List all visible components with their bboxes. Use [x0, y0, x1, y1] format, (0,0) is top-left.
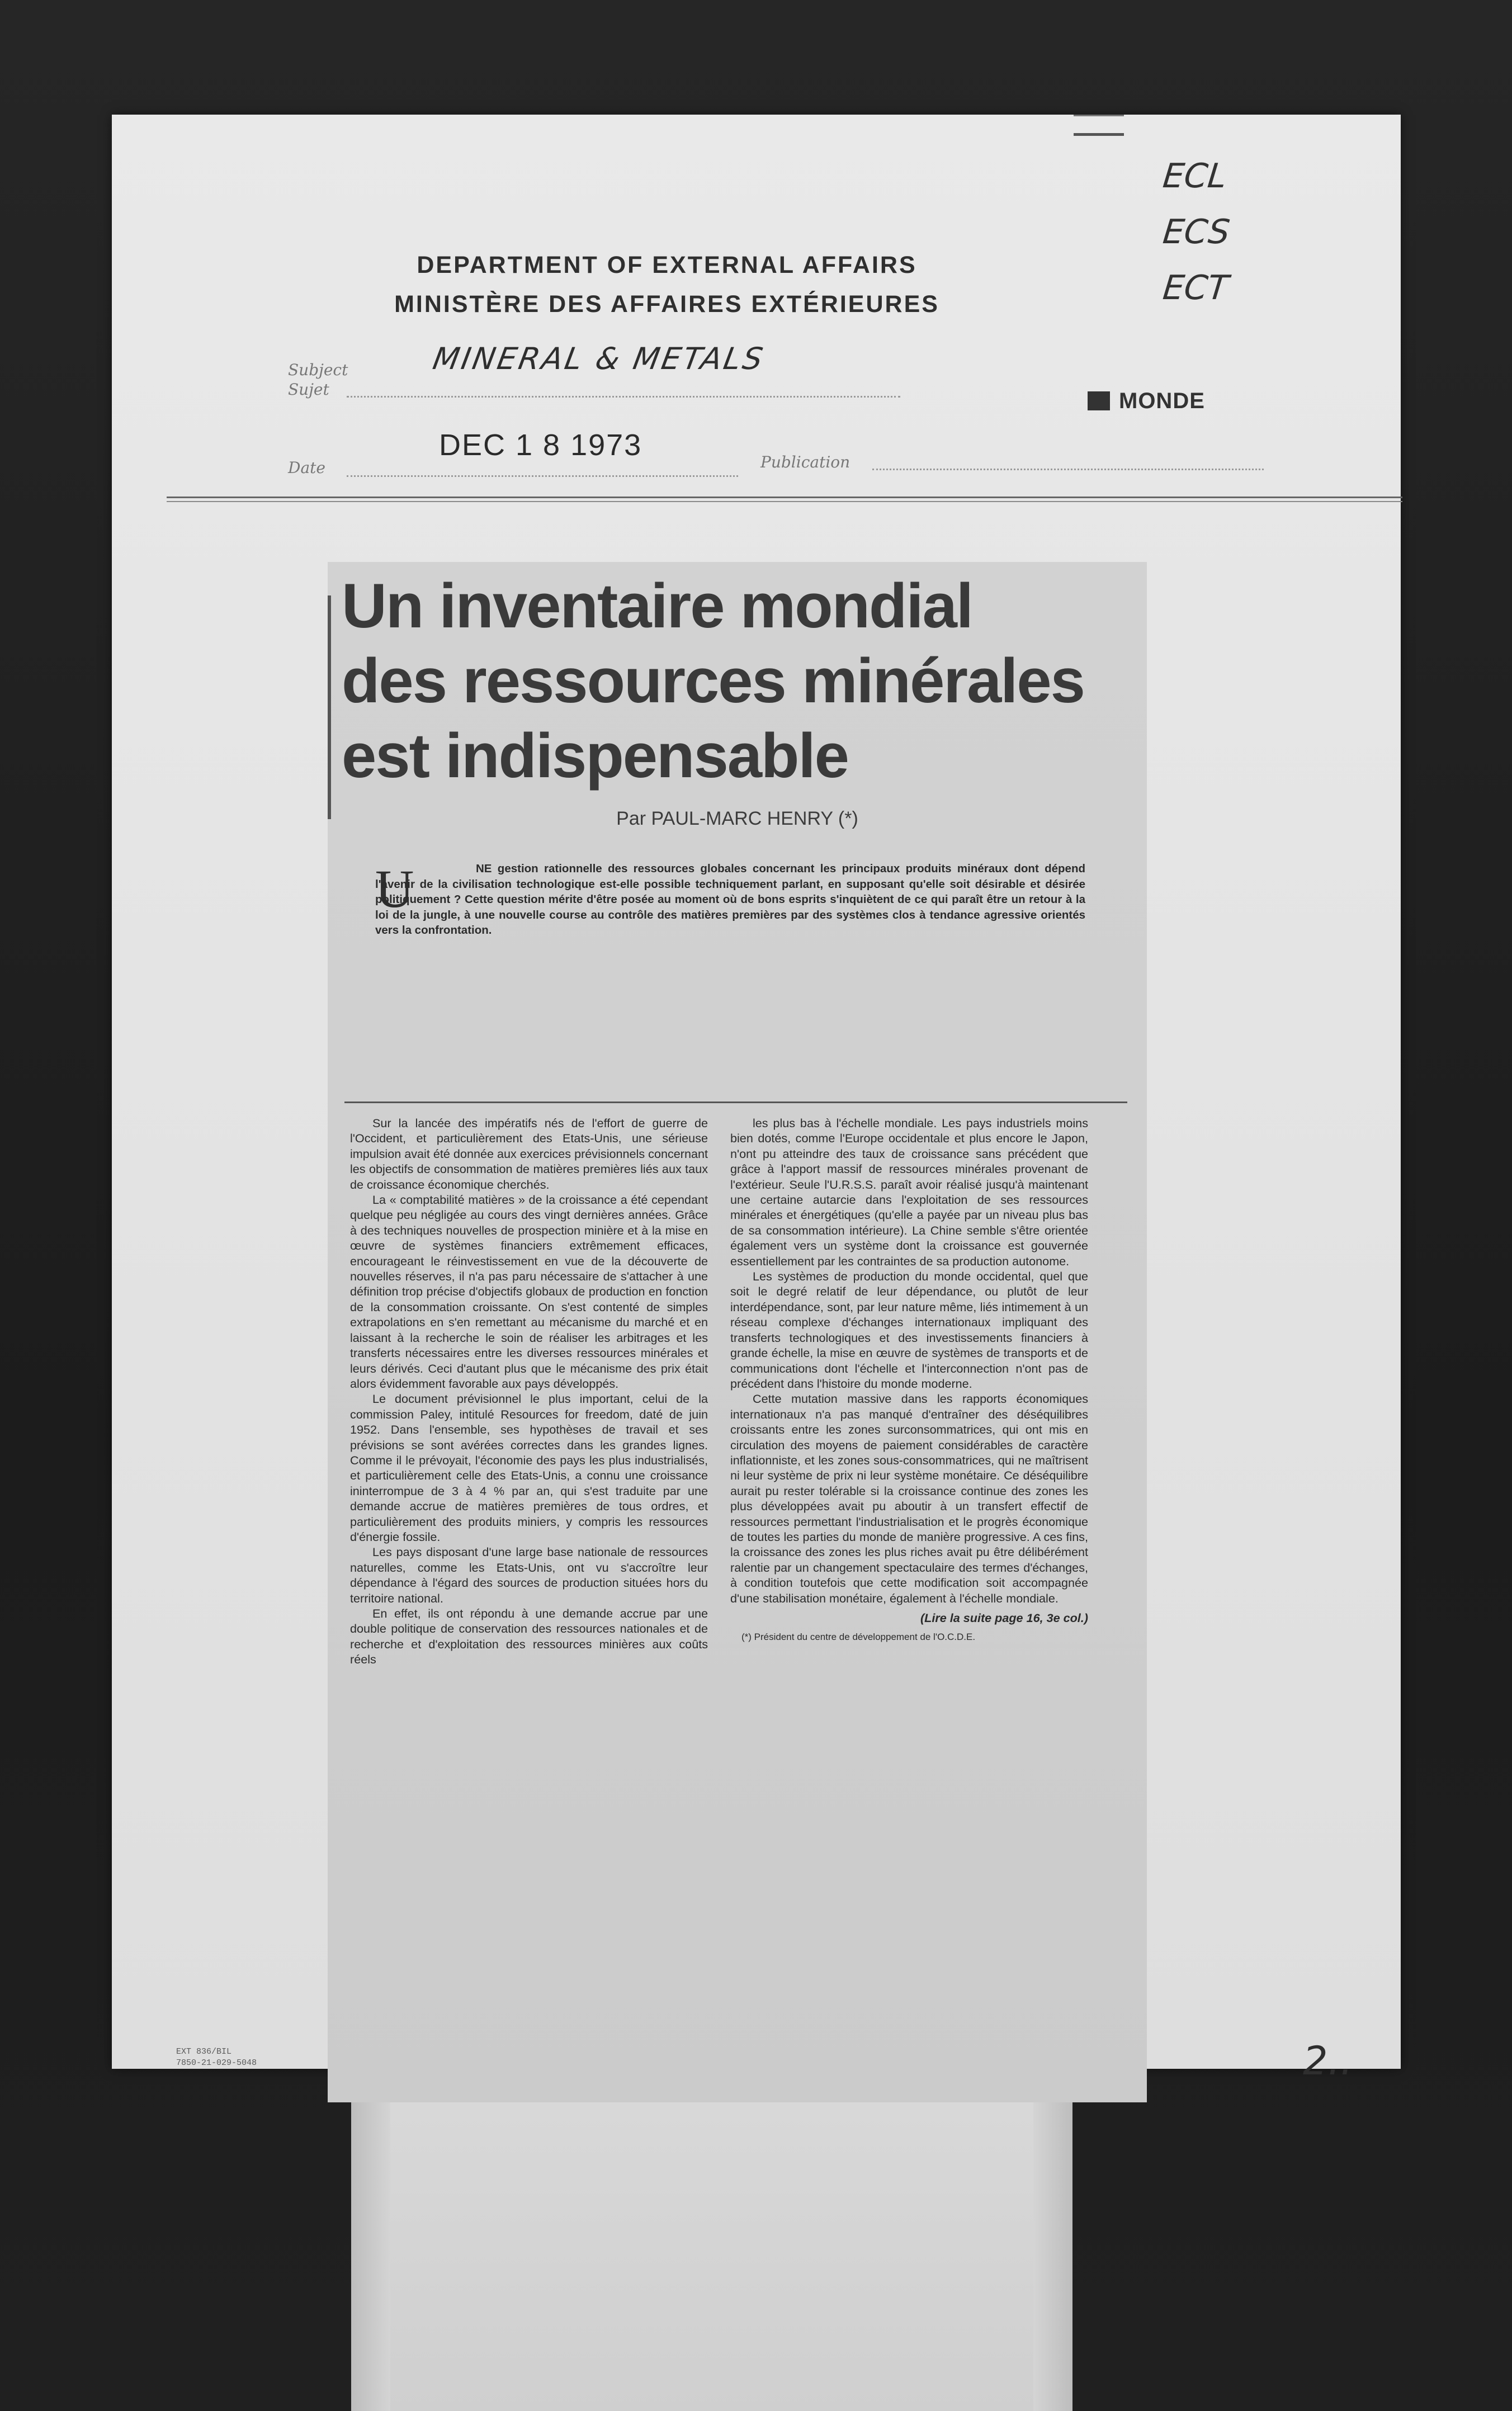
publication-line [872, 469, 1264, 470]
date-stamp: DEC 1 8 1973 [439, 428, 642, 462]
subject-label: Subject [288, 361, 348, 379]
date-label: Date [288, 458, 325, 477]
lead-divider [344, 1102, 1127, 1103]
article-column-right [730, 1115, 1088, 1643]
form-number [176, 2046, 257, 2069]
handwritten-code: ECT [1161, 268, 1231, 308]
tab-right-edge [1033, 2069, 1072, 2411]
paragraph: Les pays disposant d'une large base nationale de ressources naturelles, comme les Etats-Unis, ont vu s'accroître leur dépendance à l'égard des sources de production situées hors du territoire national. [350, 1545, 708, 1605]
drop-cap: U [375, 859, 414, 919]
card-lower-tab [351, 2069, 1072, 2411]
paragraph: La « comptabilité matières » de la croissance a été cependant quelque peu négligée au cours des vingt dernières années. Grâce à des techniques nouvelles de prospection minière et à la mise en œuvre de systèmes financiers extrêmement efficaces, encourageant le réinvestissement en vue de la découverte de nouvelles réserves, il n'a pas paru nécessaire de s'attacher à une définition trop précise d'objectifs globaux de production en fonction de la consommation croissante. On s'est contenté de simples extrapolations en s'en remettant au mécanisme du marché et en laissant à la recherche le soin de réaliser les arbitrages et les transferts nécessaires entre les diverses ressources minérales et leurs dérivés. Ceci d'autant plus que le mécanisme des prix était alors évidemment favorable aux pays développés. [350, 1193, 708, 1391]
paragraph: Sur la lancée des impératifs nés de l'effort de guerre de l'Occident, et particulièrement des Etats-Unis, une sérieuse impulsion avait été donnée aux exercices prévisionnels concernant les objectifs de consommation de matières premières liés aux taux de croissance économique cherchés. [350, 1116, 708, 1192]
headline-line: Un inventaire mondial [342, 571, 972, 641]
author-footnote: (*) Président du centre de développement de l'O.C.D.E. [741, 1632, 976, 1643]
paragraph: Cette mutation massive dans les rapports économiques internationaux n'a pas manqué d'entraîner des déséquilibres croissants entre les zones surconsommatrices, qui ont mis en circulation des moyens de paiement considérables de caractère inflationniste, et les zones sous-consommatrices, qui ne maîtrisent ni leur système de prix ni leur système monétaire. Ce déséquilibre aurait pu rester tolérable si la croissance continue des zones les plus développées avait pu aboutir à un transfert effectif de ressources permettant l'industrialisation et le progrès économique de toutes les parties du monde de manière progressive. A ces fins, la croissance des zones les plus riches avait pu être délibérément ralentie par un changement spectaculaire des termes d'échanges, à condition toutefois que cette modification soit accompagnée d'une stabilisation monétaire, également à l'échelle mondiale. [730, 1392, 1088, 1605]
department-title-french: MINISTÈRE DES AFFAIRES EXTÉRIEURES [394, 291, 939, 318]
stamp-box-icon [1088, 391, 1110, 410]
paragraph: En effet, ils ont répondu à une demande accrue par une double politique de conservation des ressources nationales et de recherche et d'exploitation des ressources minières aux coûts réels [350, 1606, 708, 1667]
headline-line: est indispensable [342, 721, 848, 791]
paragraph: les plus bas à l'échelle mondiale. Les pays industriels moins bien dotés, comme l'Europe occidentale et plus encore le Japon, n'ont pu atteindre des taux de croissance sans précédent que grâce à l'apport massif de ressources minérales provenant de l'extérieur. Seule l'U.R.S.S. paraît avoir réalisé jusqu'à maintenant une certaine autarcie dans l'exploitation de ses ressources minérales et énergétiques (qu'elle a payée par un niveau plus bas de sa consommation intérieure). La Chine semble s'être orientée également vers un système dont la croissance est gouvernée essentiellement par les contraintes de sa production autonome. [730, 1116, 1088, 1268]
page-number: 2.. [1303, 2038, 1353, 2084]
publication-label: Publication [760, 453, 850, 471]
subject-value: MINERAL & METALS [430, 341, 768, 376]
newspaper-clipping [328, 562, 1147, 2102]
continued-note: (Lire la suite page 16, 3e col.) [920, 1611, 1088, 1625]
article-column-left [350, 1115, 708, 1667]
handwritten-code: ECS [1161, 212, 1232, 252]
article-lead: NE gestion rationnelle des ressources globales concernant les principaux produits minéraux dont dépend l'avenir de la civilisation technologique est-elle possible techniquement parlant, en supposant qu'elle soit désirable et désirée politiquement ? Cette question mérite d'être posée au moment où de bons esprits s'inquiètent de ce qui paraît être un retour à la loi de la jungle, à une nouvelle course au contrôle des matières premières par des systèmes clos à tendance agressive orientés vers la confrontation. [375, 862, 1085, 937]
header-rule-secondary [167, 501, 1402, 502]
subject-line [347, 396, 900, 398]
sujet-label: Sujet [288, 380, 329, 399]
publication-stamp [1088, 389, 1205, 414]
publication-value: MONDE [1119, 389, 1205, 413]
department-title-english: DEPARTMENT OF EXTERNAL AFFAIRS [417, 252, 917, 278]
header-rule [167, 497, 1402, 498]
paragraph: Le document prévisionnel le plus important, celui de la commission Paley, intitulé Resources for freedom, daté de juin 1952. Dans l'ensemble, ses hypothèses de travail et ses prévisions se sont avérées correctes dans les grandes lignes. Comme il le prévoyait, l'économie des pays les plus industrialisés, et particulièrement celle des Etats-Unis, a connu une croissance ininterrompue de 3 à 4 % par an, qui s'est traduite par une demande accrue de matières premières de tous ordres, et particulièrement des produits miniers, y compris les ressources d'énergie fossile. [350, 1392, 708, 1544]
date-line [347, 475, 738, 477]
handwritten-code: ECL [1161, 157, 1228, 196]
paragraph: Les systèmes de production du monde occidental, quel que soit le degré relatif de leur dépendance, ou plutôt de leur interdépendance, sont, par leur nature même, liés intimement à un réseau complexe d'échanges internationaux impliquant des transferts technologiques et des investissements financiers à grande échelle, la mise en œuvre de systèmes de transports et de communications dont l'échelle et l'interconnection n'ont pas de précédent dans l'histoire du monde moderne. [730, 1269, 1088, 1391]
corner-mark [1074, 115, 1124, 136]
headline-line: des ressources minérales [342, 646, 1084, 716]
article-byline: Par PAUL-MARC HENRY (*) [616, 808, 858, 829]
form-number-line: 7850-21-029-5048 [176, 2058, 257, 2068]
article-headline [342, 569, 1136, 793]
filing-card [112, 115, 1401, 2084]
form-number-line: EXT 836/BIL [176, 2047, 232, 2057]
clipping-edge [328, 595, 331, 819]
tab-left-edge [351, 2069, 390, 2411]
